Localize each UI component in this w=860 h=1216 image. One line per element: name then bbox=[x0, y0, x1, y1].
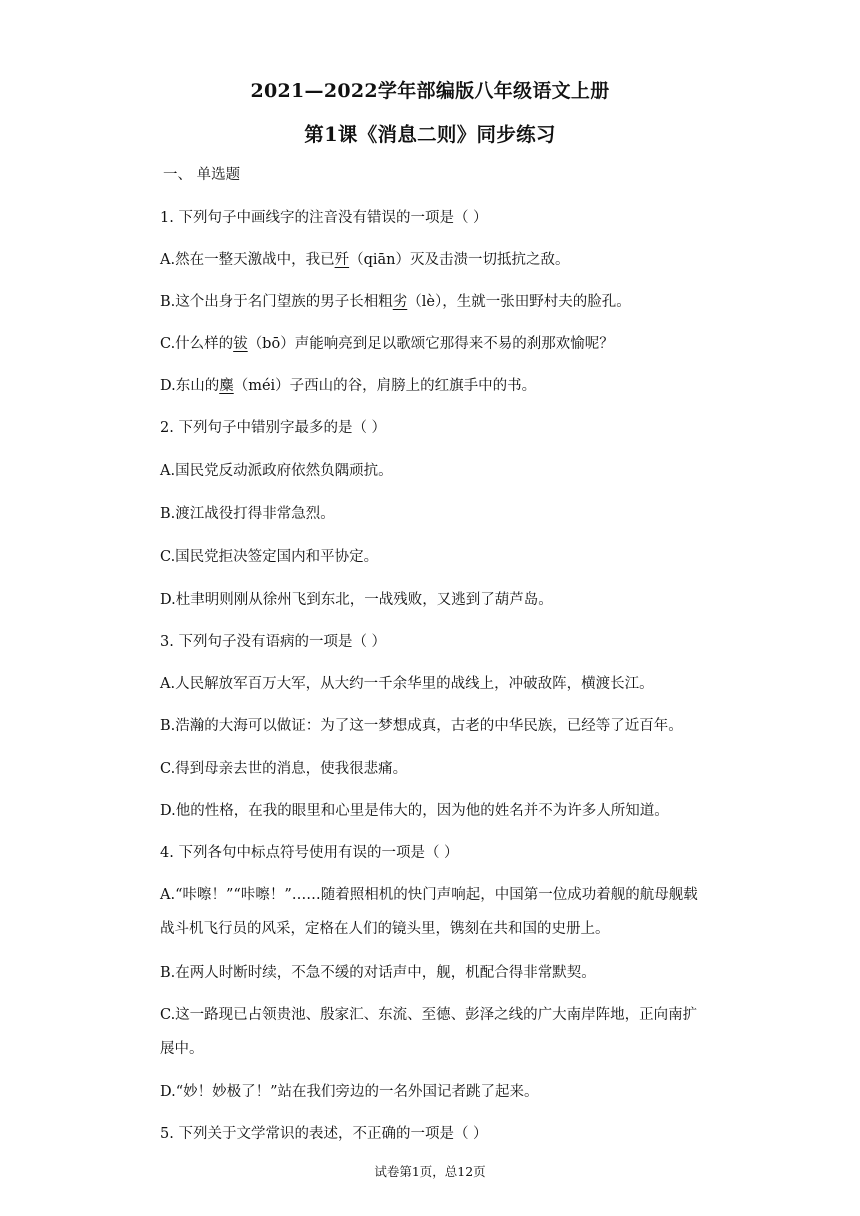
question-4-option-c-cont: 展中。 bbox=[160, 1041, 204, 1057]
underlined-char: 劣 bbox=[392, 294, 408, 310]
underlined-char: 歼 bbox=[334, 252, 350, 268]
option-text: D.东山的 bbox=[160, 378, 220, 394]
question-2-option-b: B.渡江战役打得非常急烈。 bbox=[160, 506, 335, 522]
exam-title: 2021—2022学年部编版八年级语文上册 bbox=[250, 80, 610, 102]
question-1-option-b bbox=[160, 290, 631, 311]
option-text: B.这个出身于名门望族的男子长相粗 bbox=[160, 294, 393, 310]
question-2-option-d: D.杜聿明则刚从徐州飞到东北，一战残败，又逃到了葫芦岛。 bbox=[160, 592, 553, 608]
question-2-option-c: C.国民党拒决签定国内和平协定。 bbox=[160, 549, 379, 565]
question-2-option-a: A.国民党反动派政府依然负隅顽抗。 bbox=[160, 463, 393, 479]
question-4-option-c: C.这一路现已占领贵池、殷家汇、东流、至德、彭泽之线的广大南岸阵地，正向南扩 bbox=[160, 1007, 698, 1023]
lesson-title: 第1课《消息二则》同步练习 bbox=[304, 123, 556, 146]
section-heading: 一、 单选题 bbox=[163, 167, 241, 183]
question-4-option-b: B.在两人时断时续，不急不缓的对话声中，舰，机配合得非常默契。 bbox=[160, 965, 596, 981]
option-text: （méi）子西山的谷，肩膀上的红旗手中的书。 bbox=[233, 378, 537, 394]
question-3-stem: 3. 下列句子没有语病的一项是（ ） bbox=[160, 634, 387, 650]
question-1-option-a bbox=[160, 248, 570, 269]
question-4-stem: 4. 下列各句中标点符号使用有误的一项是（ ） bbox=[160, 845, 459, 861]
underlined-char: 麋 bbox=[219, 378, 234, 394]
question-2-stem: 2. 下列句子中错别字最多的是（ ） bbox=[160, 420, 387, 436]
option-text: A.然在一整天激战中，我已 bbox=[160, 252, 335, 268]
question-1-stem: 1. 下列句子中画线字的注音没有错误的一项是（ ） bbox=[160, 210, 488, 226]
question-3-option-d: D.他的性格，在我的眼里和心里是伟大的，因为他的姓名并不为许多人所知道。 bbox=[160, 803, 669, 819]
option-text: （qiān）灭及击溃一切抵抗之敌。 bbox=[349, 252, 570, 268]
option-text: C.什么样的 bbox=[160, 336, 234, 352]
question-3-option-b: B.浩瀚的大海可以做证：为了这一梦想成真，古老的中华民族，已经等了近百年。 bbox=[160, 718, 683, 734]
question-4-option-a: A.“咔嚓！”“咔嚓！”……随着照相机的快门声响起，中国第一位成功着舰的航母舰载 bbox=[160, 887, 698, 903]
question-1-option-d bbox=[160, 374, 536, 395]
question-3-option-a: A.人民解放军百万大军，从大约一千余华里的战线上，冲破敌阵，横渡长江。 bbox=[160, 676, 654, 692]
underlined-char: 钹 bbox=[233, 336, 248, 352]
option-text: （bō）声能响亮到足以歌颂它那得来不易的刹那欢愉呢？ bbox=[247, 336, 614, 352]
question-1-option-c bbox=[160, 332, 614, 353]
question-3-option-c: C.得到母亲去世的消息，使我很悲痛。 bbox=[160, 761, 408, 777]
question-4-option-d: D.“妙！妙极了！”站在我们旁边的一名外国记者跳了起来。 bbox=[160, 1084, 539, 1100]
option-text: （lè），生就一张田野村夫的脸孔。 bbox=[407, 294, 631, 310]
question-5-stem: 5. 下列关于文学常识的表述，不正确的一项是（ ） bbox=[160, 1126, 488, 1142]
question-4-option-a-cont: 战斗机飞行员的风采，定格在人们的镜头里，镌刻在共和国的史册上。 bbox=[160, 921, 610, 937]
page-footer: 试卷第1页，总12页 bbox=[374, 1164, 486, 1179]
